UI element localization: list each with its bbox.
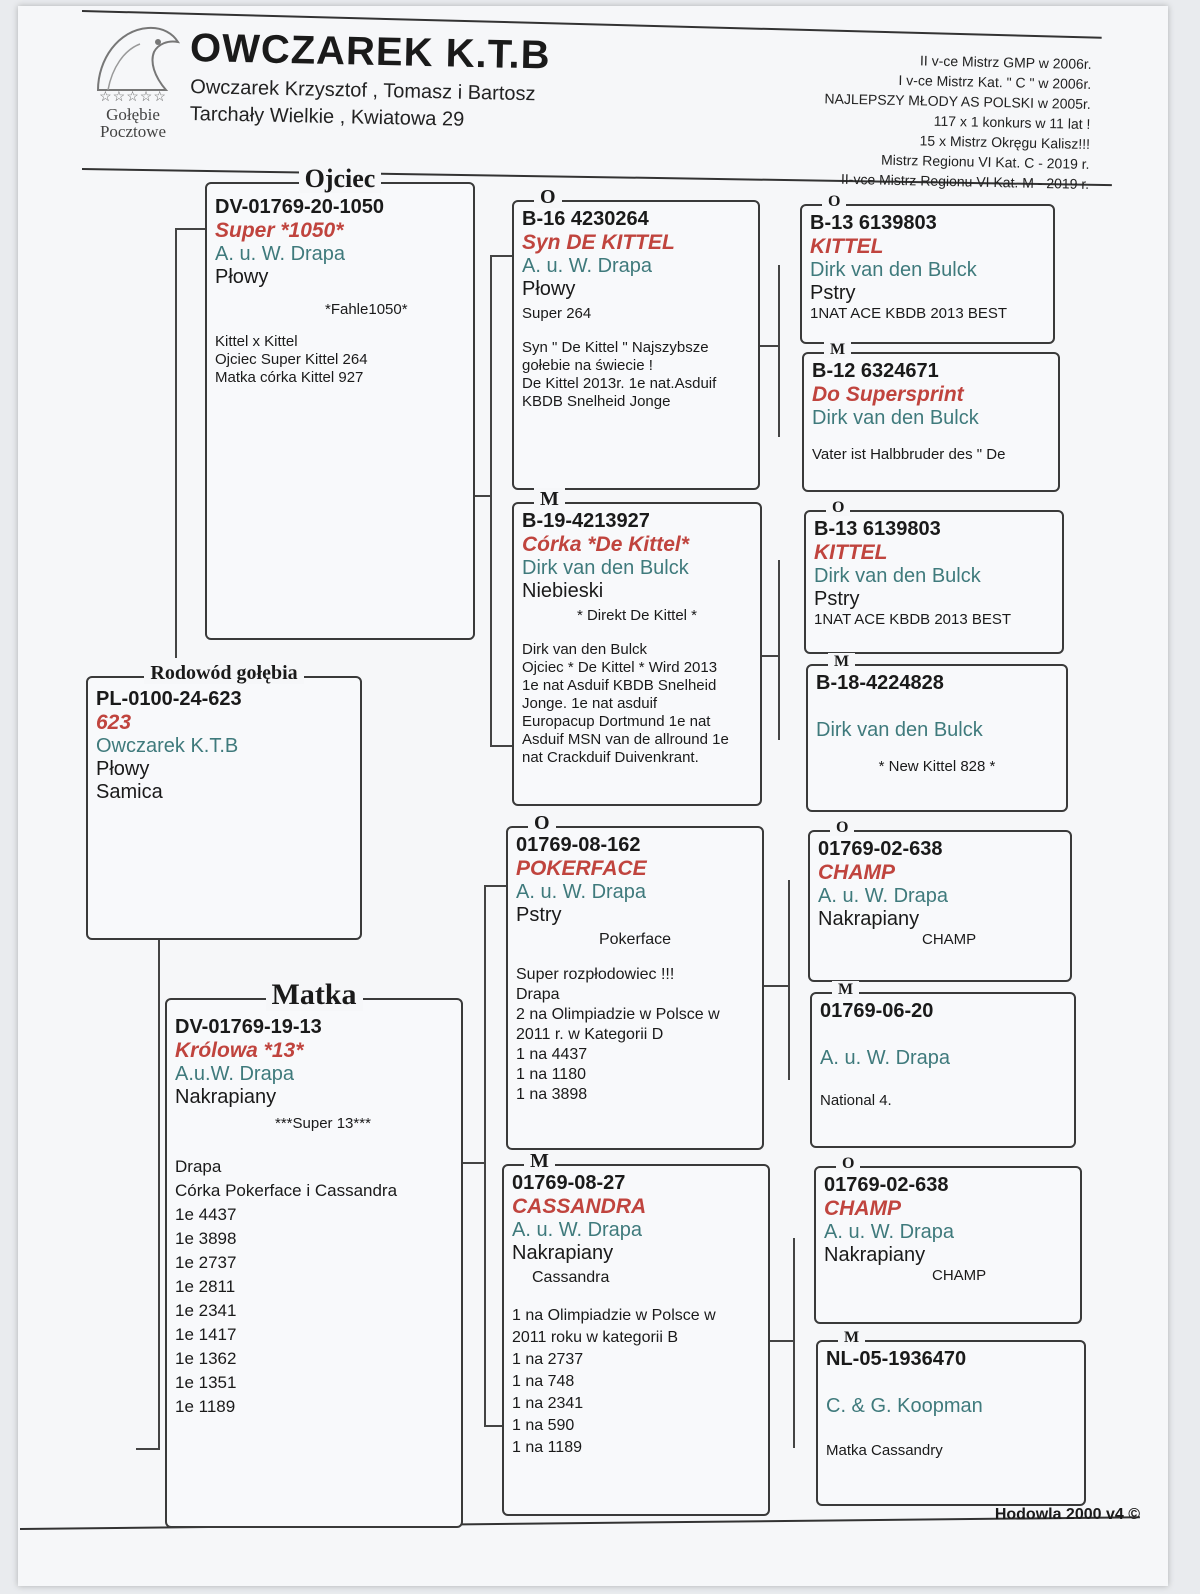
breeder-name: Dirk van den Bulck bbox=[812, 407, 979, 429]
card-label: Matka bbox=[266, 978, 363, 1011]
connector-line bbox=[490, 255, 512, 257]
pedigree-note: Super rozpłodowiec !!! bbox=[516, 966, 675, 983]
ring-number: B-12 6324671 bbox=[812, 360, 939, 382]
ring-number: DV-01769-19-13 bbox=[175, 1016, 322, 1038]
ring-number: 01769-08-27 bbox=[512, 1172, 626, 1194]
connector-line bbox=[764, 985, 790, 987]
connector-line bbox=[793, 1238, 795, 1448]
pigeon-color: Nakrapiany bbox=[818, 908, 920, 930]
subject-card bbox=[86, 662, 362, 940]
pedigree-note: 1 na 590 bbox=[512, 1417, 575, 1434]
connector-line bbox=[770, 1340, 795, 1342]
pedigree-note: Córka Pokerface i Cassandra bbox=[175, 1181, 398, 1200]
breeder-name: C. & G. Koopman bbox=[826, 1395, 983, 1417]
pedigree-note: nat Crackduif Duivenkrant. bbox=[522, 749, 699, 766]
breeder-name: A. u. W. Drapa bbox=[215, 243, 346, 265]
pigeon-color: Płowy bbox=[96, 758, 150, 780]
pigeon-nick: ***Super 13*** bbox=[275, 1115, 371, 1132]
breeder-name: A. u. W. Drapa bbox=[522, 255, 653, 277]
logo-line-2: Pocztowe bbox=[99, 122, 167, 141]
ring-number: DV-01769-20-1050 bbox=[215, 196, 385, 218]
breeder-name: Dirk van den Bulck bbox=[522, 557, 689, 579]
card-label: O bbox=[528, 812, 556, 834]
pedigree-note: De Kittel 2013r. 1e nat.Asduif bbox=[522, 375, 717, 392]
pigeon-color: Płowy bbox=[215, 266, 269, 288]
pedigree-note: 1 na Olimpiadzie w Polsce w bbox=[512, 1307, 716, 1324]
connector-line bbox=[758, 345, 780, 347]
pedigree-note: CHAMP bbox=[932, 1267, 987, 1284]
achievement-item: II v-ce Mistrz GMP w 2006r. bbox=[919, 52, 1092, 73]
pigeon-name: CASSANDRA bbox=[512, 1195, 647, 1218]
card-label: M bbox=[828, 653, 855, 670]
breeder-name: Owczarek K.T.B bbox=[96, 735, 239, 757]
paternal-grandfather-card bbox=[512, 186, 760, 490]
pedigree-note: 2011 roku w kategorii B bbox=[512, 1329, 679, 1346]
achievement-item: II-vce Mistrz Regionu VI Kat. M - 2019 r. bbox=[840, 170, 1089, 192]
pedigree-note: 1e 3898 bbox=[175, 1229, 237, 1248]
pedigree-note: 1e 1362 bbox=[175, 1349, 237, 1368]
paternal-grandmother-card bbox=[512, 488, 762, 806]
connector-line bbox=[490, 745, 512, 747]
pigeon-color: Pstry bbox=[516, 904, 562, 926]
pedigree-note: Dirk van den Bulck bbox=[522, 641, 648, 658]
connector-line bbox=[460, 1162, 486, 1164]
pedigree-note: 1e 2811 bbox=[175, 1277, 236, 1296]
ring-number: 01769-02-638 bbox=[818, 838, 943, 860]
breeder-name: Dirk van den Bulck bbox=[814, 565, 981, 587]
pedigree-note: 1 na 2737 bbox=[512, 1351, 584, 1368]
logo-line-1: Gołębie bbox=[106, 105, 160, 124]
ring-number: B-18-4224828 bbox=[816, 672, 944, 694]
great-grandparent-card bbox=[816, 1329, 1086, 1506]
breeder-name: Dirk van den Bulck bbox=[810, 259, 977, 281]
pedigree-note: 1e 2737 bbox=[175, 1253, 237, 1272]
pigeon-nick: Super 264 bbox=[522, 305, 592, 322]
great-grandparent-card bbox=[808, 819, 1072, 982]
connector-line bbox=[778, 265, 780, 437]
pedigree-note: 2 na Olimpiadzie w Polsce w bbox=[516, 1006, 720, 1023]
software-footer: Hodowla 2000 v4 © bbox=[994, 1506, 1140, 1523]
card-label: M bbox=[832, 981, 859, 998]
ring-number: 01769-08-162 bbox=[516, 834, 641, 856]
pigeon-color: Nakrapiany bbox=[824, 1244, 926, 1266]
connector-line bbox=[778, 560, 780, 740]
card-label: O bbox=[830, 819, 854, 836]
great-grandparent-card bbox=[800, 193, 1055, 344]
pedigree-note: Asduif MSN van de allround 1e bbox=[522, 731, 729, 748]
great-grandparent-card bbox=[802, 341, 1060, 492]
achievement-item: NAJLEPSZY MŁODY AS POLSKI w 2005r. bbox=[823, 90, 1091, 113]
ring-number: 01769-06-20 bbox=[820, 1000, 934, 1022]
pigeon-name: Syn DE KITTEL bbox=[522, 231, 675, 254]
pedigree-note: CHAMP bbox=[922, 931, 977, 948]
father-card bbox=[205, 164, 475, 640]
pedigree-note: 1NAT ACE KBDB 2013 BEST bbox=[814, 611, 1012, 628]
pedigree-note: * New Kittel 828 * bbox=[878, 758, 996, 775]
pedigree-note: Syn " De Kittel " Najszybsze bbox=[522, 339, 709, 356]
pedigree-note: 1NAT ACE KBDB 2013 BEST bbox=[810, 305, 1008, 322]
maternal-grandmother-card bbox=[502, 1150, 770, 1516]
pigeon-color: Nakrapiany bbox=[175, 1086, 277, 1108]
ring-number: B-13 6139803 bbox=[814, 518, 941, 540]
pedigree-note: Matka córka Kittel 927 bbox=[215, 369, 364, 386]
breeder-title: OWCZAREK K.T.B bbox=[189, 26, 552, 78]
connector-line bbox=[136, 1448, 160, 1450]
achievement-item: 117 x 1 konkurs w 11 lat ! bbox=[933, 112, 1091, 132]
pedigree-note: 1e 1189 bbox=[175, 1397, 236, 1416]
pedigree-note: KBDB Snelheid Jonge bbox=[522, 393, 671, 410]
pigeon-nick: Cassandra bbox=[532, 1269, 610, 1286]
card-label: Rodowód gołębia bbox=[144, 662, 303, 684]
card-label: O bbox=[534, 186, 562, 208]
card-label: O bbox=[836, 1155, 860, 1172]
pigeon-name: Super *1050* bbox=[215, 219, 344, 242]
connector-line bbox=[175, 228, 177, 658]
achievement-item: Mistrz Regionu VI Kat. C - 2019 r. bbox=[880, 151, 1090, 172]
pedigree-note: Ojciec Super Kittel 264 bbox=[215, 351, 368, 368]
pedigree-note: National 4. bbox=[820, 1092, 892, 1109]
ring-number: NL-05-1936470 bbox=[826, 1348, 967, 1370]
card-label: M bbox=[534, 488, 565, 510]
ring-number: B-16 4230264 bbox=[522, 208, 649, 230]
pigeon-color: Płowy bbox=[522, 278, 576, 300]
breeder-name: A.u.W. Drapa bbox=[175, 1063, 294, 1085]
card-label: Ojciec bbox=[299, 164, 382, 193]
great-grandparent-card bbox=[806, 653, 1068, 812]
pigeon-name: Córka *De Kittel* bbox=[522, 533, 689, 556]
pedigree-note: 1e nat Asduif KBDB Snelheid bbox=[522, 677, 717, 694]
pigeon-name: KITTEL bbox=[814, 541, 888, 564]
pedigree-note: 2011 r. w Kategorii D bbox=[516, 1026, 664, 1043]
pigeon-name: KITTEL bbox=[810, 235, 884, 258]
card-label: M bbox=[524, 1150, 555, 1172]
great-grandparent-card bbox=[810, 981, 1076, 1148]
achievement-item: I v-ce Mistrz Kat. " C " w 2006r. bbox=[897, 71, 1092, 93]
connector-line bbox=[760, 655, 780, 657]
pigeon-name: Do Supersprint bbox=[812, 383, 964, 406]
connector-line bbox=[788, 880, 790, 1080]
pigeon-name: Królowa *13* bbox=[175, 1039, 304, 1062]
pedigree-note: 1 na 1180 bbox=[516, 1066, 586, 1083]
pedigree-note: gołebie na świecie ! bbox=[522, 357, 653, 374]
card-label: M bbox=[838, 1329, 865, 1346]
pigeon-nick: *Fahle1050* bbox=[325, 301, 408, 318]
pedigree-note: 1e 4437 bbox=[175, 1205, 237, 1224]
breeder-name: A. u. W. Drapa bbox=[818, 885, 949, 907]
pedigree-note: 1 na 4437 bbox=[516, 1046, 588, 1063]
breeder-name: A. u. W. Drapa bbox=[516, 881, 647, 903]
pedigree-note: 1e 2341 bbox=[175, 1301, 237, 1320]
pedigree-note: Drapa bbox=[516, 986, 560, 1003]
card-label: O bbox=[822, 193, 846, 210]
ring-number: B-13 6139803 bbox=[810, 212, 937, 234]
pedigree-note: 1 na 1189 bbox=[512, 1439, 582, 1456]
owners-address: Tarchały Wielkie , Kwiatowa 29 bbox=[189, 102, 465, 131]
pigeon-nick: Pokerface bbox=[598, 931, 672, 948]
pedigree-note: Drapa bbox=[175, 1157, 222, 1176]
pedigree-note: Vater ist Halbbruder des " De bbox=[812, 446, 1006, 463]
breeder-name: A. u. W. Drapa bbox=[824, 1221, 955, 1243]
pigeon-color: Nakrapiany bbox=[512, 1242, 614, 1264]
pigeon-logo bbox=[78, 20, 188, 145]
pedigree-note: Kittel x Kittel bbox=[215, 333, 298, 350]
pedigree-note: 1 na 748 bbox=[512, 1373, 575, 1390]
connector-line bbox=[484, 885, 506, 887]
pigeon-sex: Samica bbox=[96, 781, 163, 803]
card-label: M bbox=[824, 341, 851, 358]
maternal-grandfather-card bbox=[506, 812, 764, 1150]
mother-card bbox=[165, 978, 463, 1528]
connector-line bbox=[175, 228, 205, 230]
pedigree-note: 1 na 2341 bbox=[512, 1395, 584, 1412]
breeder-name: A. u. W. Drapa bbox=[512, 1219, 643, 1241]
achievements-list bbox=[822, 48, 1091, 194]
pedigree-note: Europacup Dortmund 1e nat bbox=[522, 713, 711, 730]
connector-line bbox=[490, 255, 492, 745]
pedigree-note: Matka Cassandry bbox=[826, 1442, 943, 1459]
owners-names: Owczarek Krzysztof , Tomasz i Bartosz bbox=[190, 76, 536, 106]
pigeon-name: POKERFACE bbox=[516, 857, 647, 880]
pigeon-name: CHAMP bbox=[824, 1197, 901, 1220]
stars-icon: ☆☆☆☆☆ bbox=[99, 88, 167, 104]
pigeon-nick: * Direkt De Kittel * bbox=[576, 607, 698, 624]
breeder-name: Dirk van den Bulck bbox=[816, 719, 983, 741]
connector-line bbox=[484, 885, 486, 1425]
great-grandparent-card bbox=[814, 1155, 1082, 1324]
ring-number: B-19-4213927 bbox=[522, 510, 650, 532]
breeder-name: A. u. W. Drapa bbox=[820, 1047, 951, 1069]
pedigree-note: 1e 1351 bbox=[175, 1373, 237, 1392]
pigeon-color: Pstry bbox=[814, 588, 860, 610]
card-label: O bbox=[826, 499, 850, 516]
ring-number: PL-0100-24-623 bbox=[96, 688, 242, 710]
achievement-item: 15 x Mistrz Okręgu Kalisz!!! bbox=[919, 132, 1090, 152]
pedigree-note: 1 na 3898 bbox=[516, 1086, 588, 1103]
owners-block bbox=[189, 74, 535, 135]
connector-line bbox=[158, 940, 160, 1450]
pigeon-color: Pstry bbox=[810, 282, 856, 304]
great-grandparent-card bbox=[804, 499, 1064, 654]
ring-number: 01769-02-638 bbox=[824, 1174, 949, 1196]
pedigree-note: 1e 1417 bbox=[175, 1325, 237, 1344]
pigeon-color: Niebieski bbox=[522, 580, 604, 602]
pedigree-note: Jonge. 1e nat asduif bbox=[522, 695, 658, 712]
pigeon-name: 623 bbox=[96, 711, 132, 734]
pigeon-name: CHAMP bbox=[818, 861, 895, 884]
pedigree-note: Ojciec * De Kittel * Wird 2013 bbox=[522, 659, 718, 676]
